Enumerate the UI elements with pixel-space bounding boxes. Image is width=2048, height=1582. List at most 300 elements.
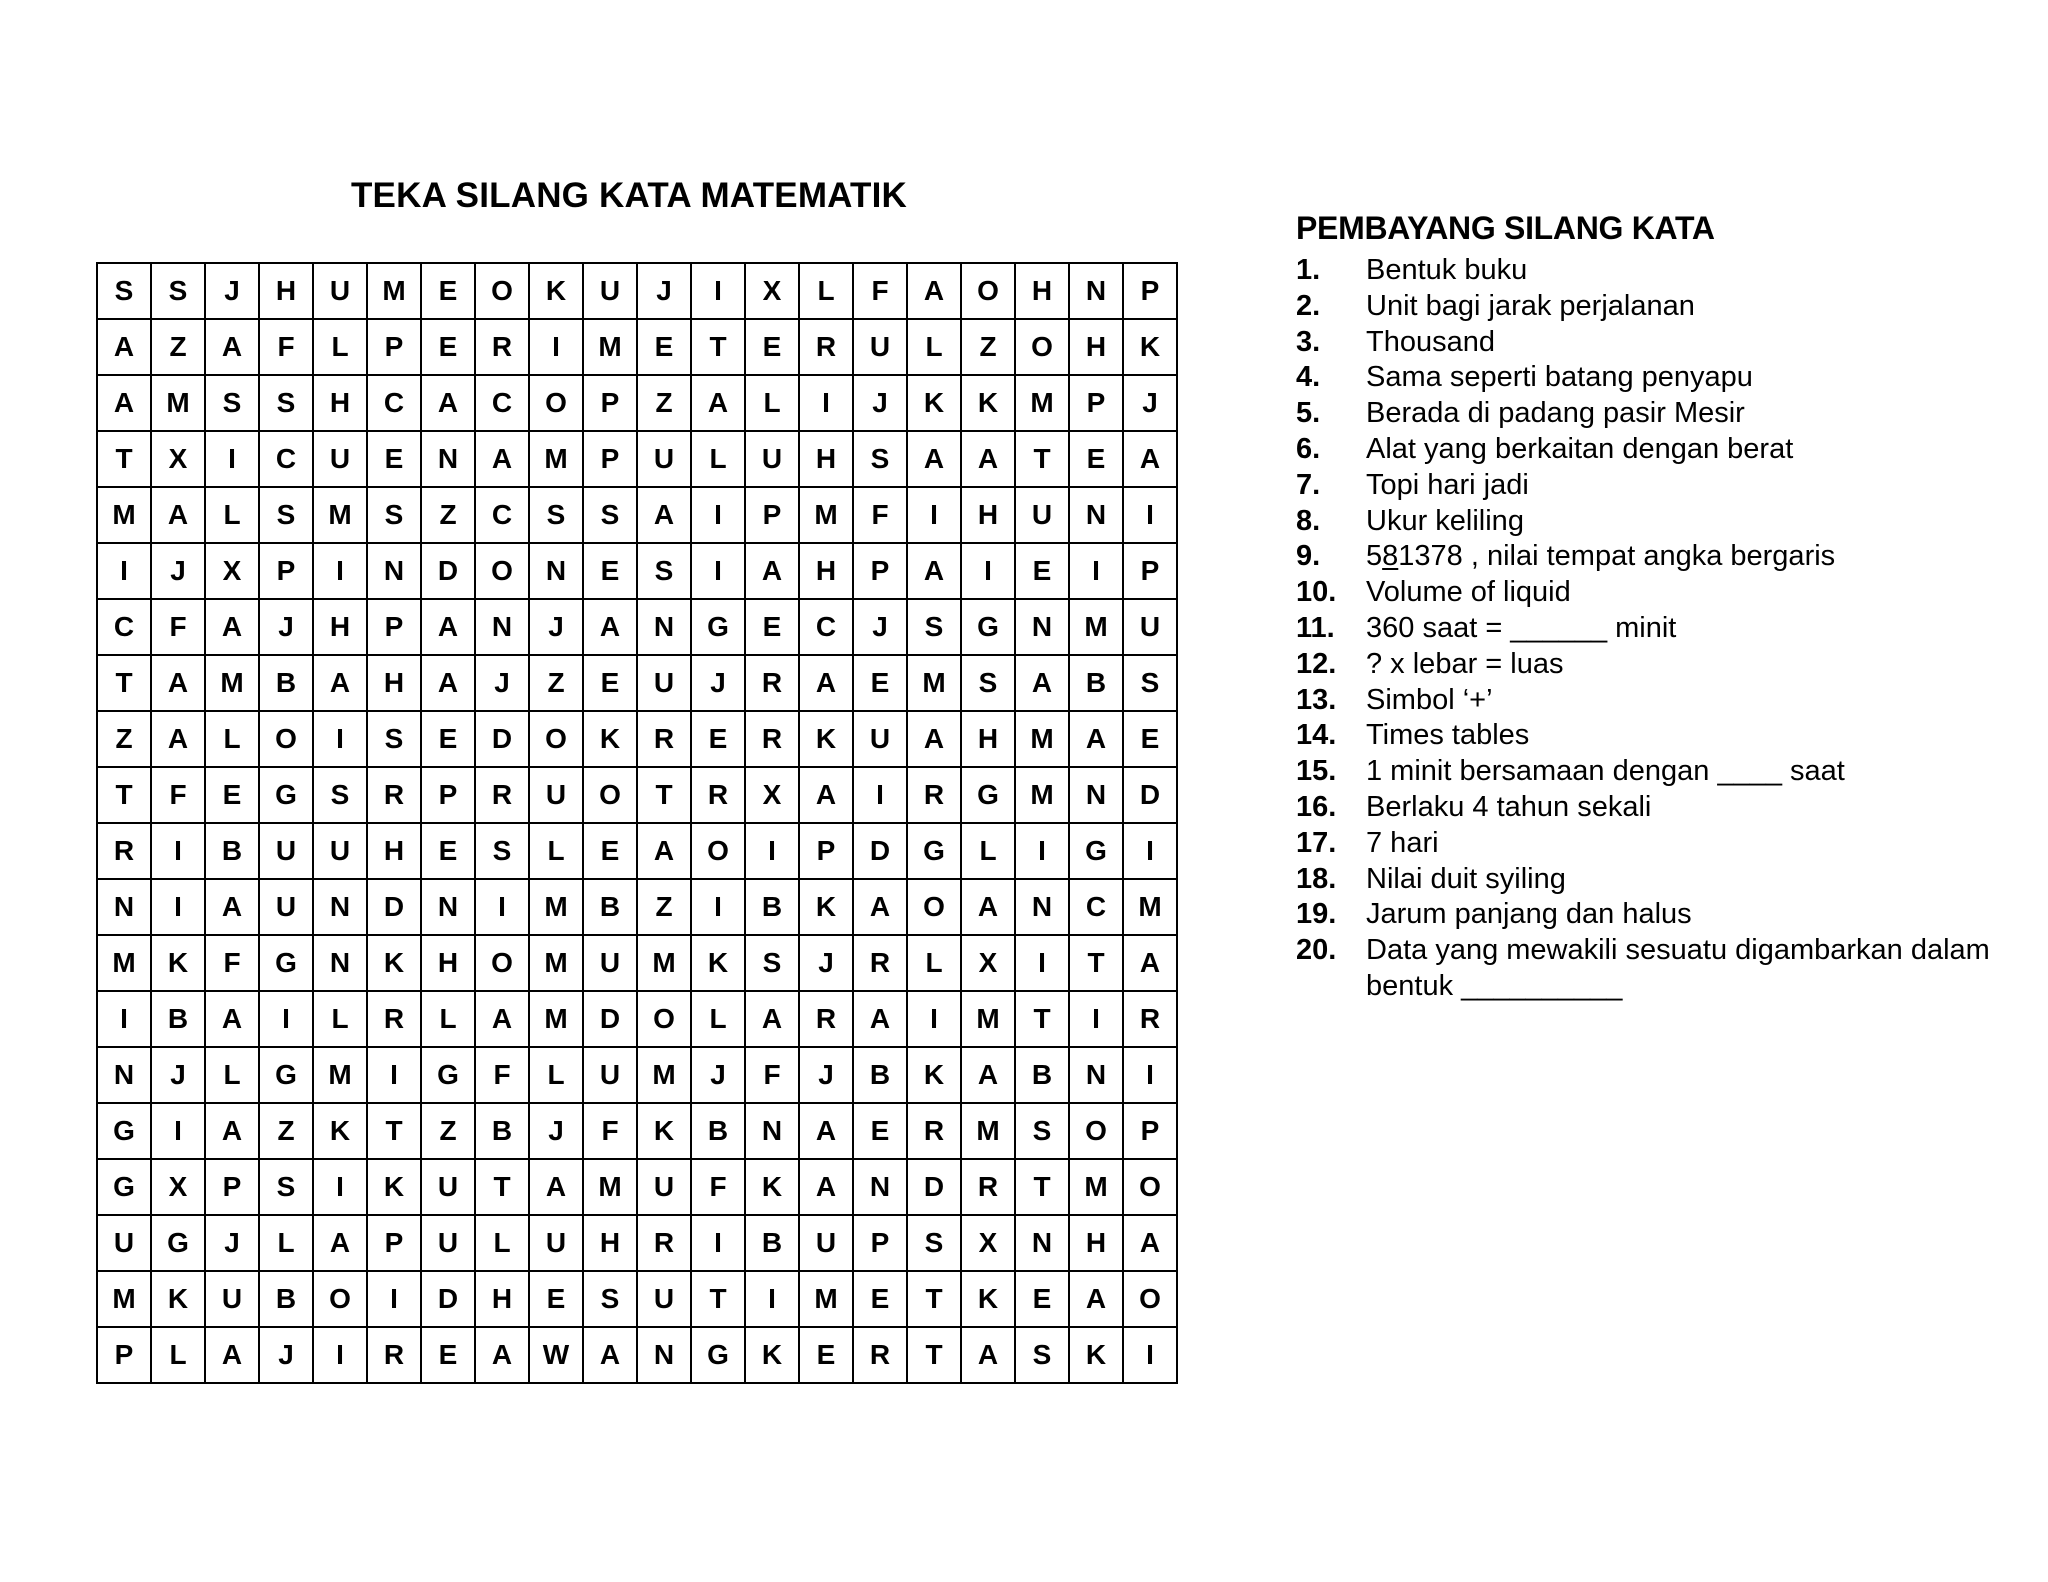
grid-cell[interactable]: E bbox=[745, 599, 799, 655]
grid-cell[interactable]: T bbox=[907, 1271, 961, 1327]
grid-cell[interactable]: L bbox=[205, 1047, 259, 1103]
grid-cell[interactable]: G bbox=[151, 1215, 205, 1271]
grid-cell[interactable]: Z bbox=[151, 319, 205, 375]
grid-cell[interactable]: A bbox=[205, 991, 259, 1047]
grid-cell[interactable]: J bbox=[1123, 375, 1177, 431]
grid-cell[interactable]: K bbox=[907, 375, 961, 431]
grid-cell[interactable]: A bbox=[907, 543, 961, 599]
grid-cell[interactable]: F bbox=[259, 319, 313, 375]
grid-cell[interactable]: H bbox=[1069, 1215, 1123, 1271]
grid-cell[interactable]: R bbox=[367, 767, 421, 823]
grid-cell[interactable]: A bbox=[961, 1327, 1015, 1383]
grid-cell[interactable]: F bbox=[745, 1047, 799, 1103]
grid-cell[interactable]: S bbox=[529, 487, 583, 543]
grid-cell[interactable]: E bbox=[421, 711, 475, 767]
grid-cell[interactable]: D bbox=[583, 991, 637, 1047]
grid-cell[interactable]: S bbox=[745, 935, 799, 991]
grid-cell[interactable]: K bbox=[961, 1271, 1015, 1327]
grid-cell[interactable]: T bbox=[1015, 1159, 1069, 1215]
grid-cell[interactable]: I bbox=[529, 319, 583, 375]
grid-cell[interactable]: P bbox=[583, 431, 637, 487]
grid-cell[interactable]: A bbox=[799, 1159, 853, 1215]
grid-cell[interactable]: S bbox=[97, 263, 151, 319]
grid-cell[interactable]: M bbox=[97, 1271, 151, 1327]
grid-cell[interactable]: A bbox=[151, 711, 205, 767]
grid-cell[interactable]: U bbox=[637, 1271, 691, 1327]
grid-cell[interactable]: M bbox=[799, 487, 853, 543]
grid-cell[interactable]: N bbox=[745, 1103, 799, 1159]
grid-cell[interactable]: T bbox=[475, 1159, 529, 1215]
grid-cell[interactable]: H bbox=[313, 375, 367, 431]
grid-cell[interactable]: Z bbox=[259, 1103, 313, 1159]
grid-cell[interactable]: L bbox=[799, 263, 853, 319]
grid-cell[interactable]: S bbox=[151, 263, 205, 319]
grid-cell[interactable]: H bbox=[1069, 319, 1123, 375]
grid-cell[interactable]: O bbox=[475, 543, 529, 599]
grid-cell[interactable]: H bbox=[961, 487, 1015, 543]
grid-cell[interactable]: R bbox=[367, 991, 421, 1047]
grid-cell[interactable]: L bbox=[907, 935, 961, 991]
grid-cell[interactable]: A bbox=[961, 431, 1015, 487]
grid-cell[interactable]: A bbox=[799, 1103, 853, 1159]
grid-cell[interactable]: X bbox=[151, 431, 205, 487]
grid-cell[interactable]: X bbox=[745, 263, 799, 319]
grid-cell[interactable]: E bbox=[853, 1271, 907, 1327]
grid-cell[interactable]: O bbox=[259, 711, 313, 767]
grid-cell[interactable]: K bbox=[961, 375, 1015, 431]
grid-cell[interactable]: R bbox=[907, 767, 961, 823]
grid-cell[interactable]: S bbox=[259, 487, 313, 543]
grid-cell[interactable]: E bbox=[367, 431, 421, 487]
grid-cell[interactable]: I bbox=[745, 1271, 799, 1327]
grid-cell[interactable]: M bbox=[583, 319, 637, 375]
grid-cell[interactable]: H bbox=[421, 935, 475, 991]
grid-cell[interactable]: E bbox=[637, 319, 691, 375]
grid-cell[interactable]: G bbox=[259, 767, 313, 823]
grid-cell[interactable]: S bbox=[961, 655, 1015, 711]
grid-cell[interactable]: P bbox=[367, 1215, 421, 1271]
grid-cell[interactable]: I bbox=[853, 767, 907, 823]
grid-cell[interactable]: I bbox=[367, 1047, 421, 1103]
grid-cell[interactable]: F bbox=[691, 1159, 745, 1215]
grid-cell[interactable]: U bbox=[529, 1215, 583, 1271]
grid-cell[interactable]: A bbox=[97, 319, 151, 375]
grid-cell[interactable]: L bbox=[691, 991, 745, 1047]
grid-cell[interactable]: K bbox=[1069, 1327, 1123, 1383]
grid-cell[interactable]: L bbox=[205, 711, 259, 767]
grid-cell[interactable]: T bbox=[97, 431, 151, 487]
grid-cell[interactable]: K bbox=[367, 1159, 421, 1215]
grid-cell[interactable]: G bbox=[97, 1159, 151, 1215]
grid-cell[interactable]: F bbox=[853, 487, 907, 543]
grid-cell[interactable]: N bbox=[421, 431, 475, 487]
grid-cell[interactable]: J bbox=[205, 263, 259, 319]
grid-cell[interactable]: L bbox=[259, 1215, 313, 1271]
grid-cell[interactable]: R bbox=[691, 767, 745, 823]
grid-cell[interactable]: P bbox=[799, 823, 853, 879]
grid-cell[interactable]: U bbox=[421, 1159, 475, 1215]
grid-cell[interactable]: U bbox=[637, 431, 691, 487]
grid-cell[interactable]: R bbox=[799, 991, 853, 1047]
grid-cell[interactable]: R bbox=[367, 1327, 421, 1383]
grid-cell[interactable]: R bbox=[475, 319, 529, 375]
grid-cell[interactable]: K bbox=[907, 1047, 961, 1103]
grid-cell[interactable]: I bbox=[313, 711, 367, 767]
grid-cell[interactable]: A bbox=[907, 711, 961, 767]
grid-cell[interactable]: J bbox=[853, 599, 907, 655]
grid-cell[interactable]: M bbox=[1123, 879, 1177, 935]
grid-cell[interactable]: P bbox=[205, 1159, 259, 1215]
grid-cell[interactable]: M bbox=[1015, 767, 1069, 823]
grid-cell[interactable]: M bbox=[529, 935, 583, 991]
grid-cell[interactable]: S bbox=[367, 711, 421, 767]
grid-cell[interactable]: C bbox=[475, 375, 529, 431]
grid-cell[interactable]: M bbox=[961, 1103, 1015, 1159]
grid-cell[interactable]: A bbox=[1123, 431, 1177, 487]
grid-cell[interactable]: A bbox=[1123, 935, 1177, 991]
grid-cell[interactable]: J bbox=[691, 655, 745, 711]
grid-cell[interactable]: A bbox=[151, 655, 205, 711]
grid-cell[interactable]: G bbox=[97, 1103, 151, 1159]
grid-cell[interactable]: N bbox=[1069, 1047, 1123, 1103]
grid-cell[interactable]: E bbox=[421, 263, 475, 319]
grid-cell[interactable]: P bbox=[97, 1327, 151, 1383]
grid-cell[interactable]: R bbox=[961, 1159, 1015, 1215]
grid-cell[interactable]: A bbox=[97, 375, 151, 431]
grid-cell[interactable]: L bbox=[529, 823, 583, 879]
grid-cell[interactable]: R bbox=[745, 711, 799, 767]
grid-cell[interactable]: A bbox=[421, 599, 475, 655]
grid-cell[interactable]: U bbox=[853, 319, 907, 375]
grid-cell[interactable]: C bbox=[259, 431, 313, 487]
grid-cell[interactable]: M bbox=[529, 991, 583, 1047]
grid-cell[interactable]: N bbox=[529, 543, 583, 599]
grid-cell[interactable]: N bbox=[1069, 263, 1123, 319]
grid-cell[interactable]: A bbox=[1123, 1215, 1177, 1271]
grid-cell[interactable]: L bbox=[961, 823, 1015, 879]
grid-cell[interactable]: T bbox=[907, 1327, 961, 1383]
grid-cell[interactable]: D bbox=[475, 711, 529, 767]
grid-cell[interactable]: B bbox=[583, 879, 637, 935]
grid-cell[interactable]: Z bbox=[961, 319, 1015, 375]
grid-cell[interactable]: U bbox=[259, 879, 313, 935]
grid-cell[interactable]: I bbox=[205, 431, 259, 487]
grid-cell[interactable]: E bbox=[745, 319, 799, 375]
grid-cell[interactable]: N bbox=[1015, 879, 1069, 935]
grid-cell[interactable]: I bbox=[97, 991, 151, 1047]
grid-cell[interactable]: N bbox=[313, 935, 367, 991]
grid-cell[interactable]: I bbox=[799, 375, 853, 431]
grid-cell[interactable]: N bbox=[853, 1159, 907, 1215]
grid-cell[interactable]: C bbox=[1069, 879, 1123, 935]
grid-cell[interactable]: R bbox=[475, 767, 529, 823]
grid-cell[interactable]: Z bbox=[421, 1103, 475, 1159]
grid-cell[interactable]: D bbox=[367, 879, 421, 935]
grid-cell[interactable]: B bbox=[259, 1271, 313, 1327]
grid-cell[interactable]: E bbox=[421, 319, 475, 375]
grid-cell[interactable]: L bbox=[313, 319, 367, 375]
grid-cell[interactable]: S bbox=[1015, 1103, 1069, 1159]
grid-cell[interactable]: P bbox=[1123, 1103, 1177, 1159]
grid-cell[interactable]: U bbox=[313, 823, 367, 879]
grid-cell[interactable]: B bbox=[475, 1103, 529, 1159]
grid-cell[interactable]: D bbox=[853, 823, 907, 879]
grid-cell[interactable]: P bbox=[1123, 263, 1177, 319]
grid-cell[interactable]: I bbox=[1015, 935, 1069, 991]
grid-cell[interactable]: R bbox=[745, 655, 799, 711]
grid-cell[interactable]: L bbox=[691, 431, 745, 487]
grid-cell[interactable]: A bbox=[961, 1047, 1015, 1103]
grid-cell[interactable]: U bbox=[313, 431, 367, 487]
grid-cell[interactable]: A bbox=[475, 431, 529, 487]
grid-cell[interactable]: N bbox=[421, 879, 475, 935]
grid-cell[interactable]: E bbox=[529, 1271, 583, 1327]
grid-cell[interactable]: Z bbox=[637, 375, 691, 431]
grid-cell[interactable]: C bbox=[799, 599, 853, 655]
grid-cell[interactable]: R bbox=[97, 823, 151, 879]
grid-cell[interactable]: E bbox=[799, 1327, 853, 1383]
grid-cell[interactable]: O bbox=[1069, 1103, 1123, 1159]
grid-cell[interactable]: J bbox=[799, 935, 853, 991]
grid-cell[interactable]: O bbox=[313, 1271, 367, 1327]
grid-cell[interactable]: T bbox=[97, 767, 151, 823]
grid-cell[interactable]: I bbox=[151, 823, 205, 879]
grid-cell[interactable]: G bbox=[259, 1047, 313, 1103]
grid-cell[interactable]: M bbox=[529, 431, 583, 487]
grid-cell[interactable]: B bbox=[151, 991, 205, 1047]
grid-cell[interactable]: M bbox=[529, 879, 583, 935]
grid-cell[interactable]: S bbox=[853, 431, 907, 487]
grid-cell[interactable]: D bbox=[421, 543, 475, 599]
grid-cell[interactable]: E bbox=[421, 1327, 475, 1383]
grid-cell[interactable]: U bbox=[799, 1215, 853, 1271]
grid-cell[interactable]: P bbox=[1069, 375, 1123, 431]
grid-cell[interactable]: N bbox=[313, 879, 367, 935]
grid-cell[interactable]: M bbox=[799, 1271, 853, 1327]
grid-cell[interactable]: U bbox=[421, 1215, 475, 1271]
grid-cell[interactable]: L bbox=[205, 487, 259, 543]
grid-cell[interactable]: I bbox=[907, 991, 961, 1047]
grid-cell[interactable]: J bbox=[691, 1047, 745, 1103]
grid-cell[interactable]: S bbox=[907, 1215, 961, 1271]
grid-cell[interactable]: Z bbox=[637, 879, 691, 935]
grid-cell[interactable]: K bbox=[583, 711, 637, 767]
grid-cell[interactable]: T bbox=[691, 1271, 745, 1327]
grid-cell[interactable]: S bbox=[1123, 655, 1177, 711]
grid-cell[interactable]: P bbox=[259, 543, 313, 599]
grid-cell[interactable]: F bbox=[151, 767, 205, 823]
grid-cell[interactable]: P bbox=[367, 599, 421, 655]
grid-cell[interactable]: H bbox=[367, 823, 421, 879]
grid-cell[interactable]: E bbox=[853, 1103, 907, 1159]
grid-cell[interactable]: M bbox=[1015, 375, 1069, 431]
grid-cell[interactable]: P bbox=[853, 1215, 907, 1271]
grid-cell[interactable]: H bbox=[961, 711, 1015, 767]
grid-cell[interactable]: N bbox=[637, 599, 691, 655]
grid-cell[interactable]: A bbox=[205, 599, 259, 655]
grid-cell[interactable]: E bbox=[1123, 711, 1177, 767]
grid-cell[interactable]: A bbox=[583, 599, 637, 655]
grid-cell[interactable]: B bbox=[1015, 1047, 1069, 1103]
grid-cell[interactable]: H bbox=[313, 599, 367, 655]
grid-cell[interactable]: R bbox=[1123, 991, 1177, 1047]
grid-cell[interactable]: Z bbox=[97, 711, 151, 767]
grid-cell[interactable]: Z bbox=[421, 487, 475, 543]
grid-cell[interactable]: L bbox=[151, 1327, 205, 1383]
grid-cell[interactable]: N bbox=[97, 879, 151, 935]
grid-cell[interactable]: B bbox=[745, 879, 799, 935]
grid-cell[interactable]: I bbox=[1123, 1047, 1177, 1103]
grid-cell[interactable]: A bbox=[799, 655, 853, 711]
grid-cell[interactable]: O bbox=[529, 375, 583, 431]
grid-cell[interactable]: K bbox=[313, 1103, 367, 1159]
grid-cell[interactable]: B bbox=[745, 1215, 799, 1271]
grid-cell[interactable]: P bbox=[745, 487, 799, 543]
grid-cell[interactable]: E bbox=[583, 543, 637, 599]
grid-cell[interactable]: H bbox=[259, 263, 313, 319]
grid-cell[interactable]: D bbox=[421, 1271, 475, 1327]
grid-cell[interactable]: T bbox=[367, 1103, 421, 1159]
grid-cell[interactable]: X bbox=[205, 543, 259, 599]
grid-cell[interactable]: T bbox=[691, 319, 745, 375]
grid-cell[interactable]: L bbox=[421, 991, 475, 1047]
grid-cell[interactable]: X bbox=[961, 935, 1015, 991]
grid-cell[interactable]: T bbox=[97, 655, 151, 711]
grid-cell[interactable]: E bbox=[853, 655, 907, 711]
grid-cell[interactable]: I bbox=[691, 1215, 745, 1271]
grid-cell[interactable]: I bbox=[691, 543, 745, 599]
grid-cell[interactable]: H bbox=[1015, 263, 1069, 319]
grid-cell[interactable]: G bbox=[961, 767, 1015, 823]
grid-cell[interactable]: B bbox=[691, 1103, 745, 1159]
grid-cell[interactable]: J bbox=[205, 1215, 259, 1271]
grid-cell[interactable]: E bbox=[691, 711, 745, 767]
grid-cell[interactable]: F bbox=[853, 263, 907, 319]
grid-cell[interactable]: M bbox=[313, 487, 367, 543]
grid-cell[interactable]: M bbox=[907, 655, 961, 711]
grid-cell[interactable]: J bbox=[529, 599, 583, 655]
grid-cell[interactable]: T bbox=[637, 767, 691, 823]
grid-cell[interactable]: K bbox=[151, 935, 205, 991]
grid-cell[interactable]: A bbox=[1069, 711, 1123, 767]
grid-cell[interactable]: S bbox=[205, 375, 259, 431]
grid-cell[interactable]: J bbox=[259, 599, 313, 655]
grid-cell[interactable]: U bbox=[1123, 599, 1177, 655]
grid-cell[interactable]: I bbox=[691, 263, 745, 319]
grid-cell[interactable]: S bbox=[259, 375, 313, 431]
grid-cell[interactable]: A bbox=[961, 879, 1015, 935]
grid-cell[interactable]: N bbox=[1015, 1215, 1069, 1271]
grid-cell[interactable]: R bbox=[853, 1327, 907, 1383]
grid-cell[interactable]: T bbox=[1015, 991, 1069, 1047]
grid-cell[interactable]: A bbox=[475, 1327, 529, 1383]
grid-cell[interactable]: L bbox=[475, 1215, 529, 1271]
grid-cell[interactable]: I bbox=[313, 1159, 367, 1215]
grid-cell[interactable]: A bbox=[205, 1103, 259, 1159]
grid-cell[interactable]: A bbox=[151, 487, 205, 543]
grid-cell[interactable]: A bbox=[691, 375, 745, 431]
grid-cell[interactable]: T bbox=[1015, 431, 1069, 487]
grid-cell[interactable]: L bbox=[529, 1047, 583, 1103]
grid-cell[interactable]: S bbox=[583, 487, 637, 543]
grid-cell[interactable]: J bbox=[853, 375, 907, 431]
grid-cell[interactable]: U bbox=[259, 823, 313, 879]
grid-cell[interactable]: I bbox=[1123, 487, 1177, 543]
grid-cell[interactable]: U bbox=[637, 655, 691, 711]
grid-cell[interactable]: M bbox=[313, 1047, 367, 1103]
grid-cell[interactable]: N bbox=[367, 543, 421, 599]
grid-cell[interactable]: O bbox=[961, 263, 1015, 319]
grid-cell[interactable]: I bbox=[1123, 823, 1177, 879]
grid-cell[interactable]: I bbox=[151, 1103, 205, 1159]
grid-cell[interactable]: M bbox=[961, 991, 1015, 1047]
grid-cell[interactable]: I bbox=[367, 1271, 421, 1327]
grid-cell[interactable]: E bbox=[205, 767, 259, 823]
grid-cell[interactable]: M bbox=[583, 1159, 637, 1215]
grid-cell[interactable]: U bbox=[1015, 487, 1069, 543]
grid-cell[interactable]: C bbox=[367, 375, 421, 431]
grid-cell[interactable]: K bbox=[745, 1327, 799, 1383]
grid-cell[interactable]: K bbox=[1123, 319, 1177, 375]
grid-cell[interactable]: R bbox=[907, 1103, 961, 1159]
grid-cell[interactable]: M bbox=[1015, 711, 1069, 767]
grid-cell[interactable]: B bbox=[259, 655, 313, 711]
grid-cell[interactable]: R bbox=[799, 319, 853, 375]
grid-cell[interactable]: O bbox=[475, 263, 529, 319]
grid-cell[interactable]: L bbox=[907, 319, 961, 375]
grid-cell[interactable]: I bbox=[1123, 1327, 1177, 1383]
grid-cell[interactable]: G bbox=[691, 1327, 745, 1383]
grid-cell[interactable]: K bbox=[691, 935, 745, 991]
grid-cell[interactable]: I bbox=[691, 487, 745, 543]
grid-cell[interactable]: M bbox=[637, 1047, 691, 1103]
grid-cell[interactable]: A bbox=[1069, 1271, 1123, 1327]
grid-cell[interactable]: N bbox=[475, 599, 529, 655]
grid-cell[interactable]: P bbox=[583, 375, 637, 431]
grid-cell[interactable]: J bbox=[151, 1047, 205, 1103]
grid-cell[interactable]: S bbox=[367, 487, 421, 543]
grid-cell[interactable]: U bbox=[745, 431, 799, 487]
grid-cell[interactable]: J bbox=[151, 543, 205, 599]
grid-cell[interactable]: J bbox=[637, 263, 691, 319]
grid-cell[interactable]: B bbox=[853, 1047, 907, 1103]
grid-cell[interactable]: O bbox=[1015, 319, 1069, 375]
grid-cell[interactable]: A bbox=[421, 375, 475, 431]
grid-cell[interactable]: M bbox=[1069, 1159, 1123, 1215]
grid-cell[interactable]: I bbox=[151, 879, 205, 935]
grid-cell[interactable]: A bbox=[1015, 655, 1069, 711]
grid-cell[interactable]: P bbox=[1123, 543, 1177, 599]
grid-cell[interactable]: W bbox=[529, 1327, 583, 1383]
grid-cell[interactable]: U bbox=[97, 1215, 151, 1271]
grid-cell[interactable]: R bbox=[637, 711, 691, 767]
grid-cell[interactable]: A bbox=[907, 263, 961, 319]
grid-cell[interactable]: F bbox=[583, 1103, 637, 1159]
grid-cell[interactable]: I bbox=[259, 991, 313, 1047]
grid-cell[interactable]: A bbox=[637, 487, 691, 543]
grid-cell[interactable]: C bbox=[97, 599, 151, 655]
grid-cell[interactable]: N bbox=[1069, 487, 1123, 543]
grid-cell[interactable]: A bbox=[745, 991, 799, 1047]
grid-cell[interactable]: P bbox=[421, 767, 475, 823]
grid-cell[interactable]: M bbox=[637, 935, 691, 991]
grid-cell[interactable]: R bbox=[637, 1215, 691, 1271]
grid-cell[interactable]: E bbox=[583, 823, 637, 879]
grid-cell[interactable]: H bbox=[475, 1271, 529, 1327]
grid-cell[interactable]: I bbox=[97, 543, 151, 599]
grid-cell[interactable]: U bbox=[583, 1047, 637, 1103]
grid-cell[interactable]: G bbox=[907, 823, 961, 879]
